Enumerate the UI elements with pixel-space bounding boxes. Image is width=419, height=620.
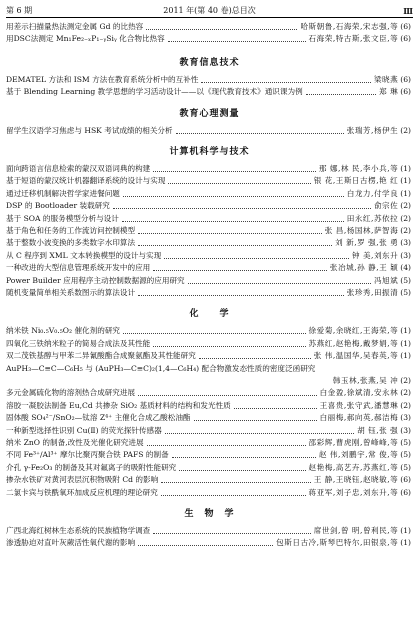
dot-leader xyxy=(161,474,311,483)
toc-entry[interactable] xyxy=(6,225,411,237)
dot-leader xyxy=(176,125,344,134)
entry-issue-number: (3) xyxy=(400,238,411,248)
dot-leader xyxy=(122,213,344,222)
entry-issue-number: (1) xyxy=(400,188,411,198)
entry-authors: 苏燕红,赵艳梅,戴梦娟,等 xyxy=(308,338,399,348)
toc-entry[interactable] xyxy=(6,188,411,200)
toc-entry[interactable] xyxy=(6,175,411,187)
entry-issue-number: (6) xyxy=(400,87,411,97)
entry-title: 基于 Blending Learning 教学思想的学习活动设计——以《现代教育技术》通识课为例 xyxy=(6,87,303,97)
dot-leader xyxy=(306,86,376,95)
dot-leader xyxy=(153,338,305,347)
entry-title: 溶胶一凝胶法制备 Eu,Cd 共掺杂 SiO₂ 基质材料的结构和发光性质 xyxy=(6,400,231,410)
dot-leader xyxy=(165,425,354,434)
entry-title: 留学生汉语学习焦虑与 HSK 考试成绩的相关分析 xyxy=(6,125,173,135)
entry-issue-number: (2) xyxy=(400,388,411,398)
entry-issue-number: (5) xyxy=(400,275,411,285)
entry-authors: 俞宗佐 xyxy=(373,201,399,211)
dot-leader xyxy=(153,525,310,534)
entry-issue-number: (1) xyxy=(400,351,411,361)
entry-authors: 田永红,苏依拉 xyxy=(346,213,399,223)
entry-authors: 银 花,王斯日古楞,艳 红 xyxy=(313,176,399,186)
entry-issue-number: (1) xyxy=(400,164,411,173)
dot-leader xyxy=(138,287,344,296)
entry-title: 面向跨语言信息检索的蒙汉双语词典的构建 xyxy=(6,164,151,173)
entry-title: 用DSC法测定 Mn₁Fe₂₋ₓP₁₋ᵧSiᵧ 化合物比热容 xyxy=(6,34,165,44)
entry-issue-number: (2) xyxy=(400,376,411,385)
toc-entry[interactable] xyxy=(6,125,411,137)
entry-title: 一种改进的大型信息管理系统开发中的应用 xyxy=(6,263,151,273)
entry-authors: 赵 伟,刘鹏宇,常 俊,等 xyxy=(318,450,399,460)
dot-leader xyxy=(194,412,317,421)
entry-authors: 韩玉林,张燕,吴 冲 xyxy=(332,376,399,385)
entry-issue-number: (5) xyxy=(400,438,411,447)
toc-entry[interactable] xyxy=(6,21,411,33)
entry-authors: 白龙力,付学良 xyxy=(346,188,399,198)
dot-leader xyxy=(123,188,344,197)
entry-title: AuPH₃—C≡C—C₆H₅ 与 (AuPH₃—C≡C)₂(1,4—C₆H₄) 配合物激发态性质的密度泛函研究 xyxy=(6,363,316,373)
dot-leader xyxy=(138,537,273,546)
entry-title: 不同 Fe³⁺/Al³⁺ 摩尔比聚丙聚合铁 PAFS 的制备 xyxy=(6,450,169,460)
toc-entry[interactable] xyxy=(6,163,411,175)
section-heading: 教育心理测量 xyxy=(179,108,240,119)
entry-authors: 张瑞芳,杨伊生 xyxy=(346,125,399,135)
toc-entry[interactable] xyxy=(6,437,411,449)
entry-issue-number: (4) xyxy=(400,263,411,273)
entry-issue-number: (2) xyxy=(400,201,411,211)
entry-title: 随机变量简单相关系数图示的算法设计 xyxy=(6,288,136,297)
entry-issue-number: (1) xyxy=(400,526,411,535)
dot-leader xyxy=(147,437,306,446)
entry-issue-number: (6) xyxy=(400,34,411,44)
dot-leader xyxy=(138,225,322,234)
entry-issue-number: (5) xyxy=(400,288,411,297)
dot-leader xyxy=(234,400,317,409)
entry-issue-number: (3) xyxy=(400,250,411,260)
entry-title: DSP 的 Bootloader 装载研究 xyxy=(6,201,110,211)
entry-title: 一种新型选择性识别 Cu(Ⅱ) 的荧光探针传感器 xyxy=(6,425,162,435)
toc-entry[interactable] xyxy=(6,287,411,299)
toc-entry[interactable] xyxy=(6,487,411,499)
entry-authors: 刘 新,罗 强,张 勇 xyxy=(335,238,399,248)
entry-title: 用差示扫描量热法测定金属 Gd 的比热容 xyxy=(6,22,144,31)
toc-entry[interactable] xyxy=(6,375,411,387)
toc-entry[interactable] xyxy=(6,449,411,461)
section-heading: 计算机科学与技术 xyxy=(169,147,250,157)
entry-issue-number: (6) xyxy=(400,475,411,485)
entry-authors: 包斯日古冷,斯琴巴特尔,田银泉,等 xyxy=(276,538,399,548)
entry-issue-number: (2) xyxy=(400,213,411,223)
entry-issue-number: (1) xyxy=(400,176,411,186)
entry-issue-number: (2) xyxy=(400,125,411,135)
toc-entry[interactable] xyxy=(6,400,411,412)
entry-title: 通过迁移机制解决哲学家进餐问题 xyxy=(6,188,120,198)
entry-authors: 白金盈,徐斌清,安永林 xyxy=(319,388,399,398)
entry-title: 从 C 程序到 XML 文本转换模型的设计与实现 xyxy=(6,250,162,260)
entry-authors: 王 静,王晓钰,赵晓敏,等 xyxy=(313,475,399,485)
entry-authors: 胡 钰,张 强 xyxy=(357,425,399,435)
entry-title: 多元金属硫化物的溶剂热合成研究进展 xyxy=(6,388,136,398)
entry-authors: 那 娜,林 民,李小兵,等 xyxy=(318,164,399,173)
dot-leader xyxy=(138,387,316,396)
entry-title: 四氧化三铁纳米粒子的简易合成法及其性能 xyxy=(6,338,151,348)
dot-leader xyxy=(168,33,306,42)
entry-authors: 张珍秀,田振清 xyxy=(346,288,399,297)
dot-leader xyxy=(201,74,371,83)
entry-title: 基于角色和任务的工作流访问控制模型 xyxy=(6,226,136,235)
entry-title: 掺杂水铁矿对黄河表层沉积物吸附 Cd 的影响 xyxy=(6,475,159,485)
entry-title: 固体酸 SO₄²⁻/SnO₂—钛溶 Z⁴⁺ 主催化合成乙酸松油酯 xyxy=(6,413,191,423)
entry-issue-number: (3) xyxy=(400,425,411,435)
entry-title: 渗透胁迫对直叶灰蕨活性氧代谢的影响 xyxy=(6,538,136,548)
entry-authors: 梁晓燕 xyxy=(373,74,399,84)
entry-issue-number: (6) xyxy=(400,74,411,84)
section-heading: 生 物 学 xyxy=(184,509,235,519)
toc-entry[interactable] xyxy=(6,200,411,212)
entry-authors: 邵彩辉,曹虎刚,曾峰峰,等 xyxy=(308,438,399,447)
dot-leader xyxy=(113,200,371,209)
entry-authors: 徐爱菊,余晓红,王海荣,等 xyxy=(308,326,399,336)
entry-title: 纳米铁 Ni₀.₅V₀.₅O₂ 催化剂的研究 xyxy=(6,326,121,336)
entry-authors: 郑 琳 xyxy=(379,87,399,97)
entry-title: 基于 SOA 的服务模型分析与设计 xyxy=(6,213,119,223)
entry-authors: 蒋亚军,刘子忠,刘东升,等 xyxy=(308,487,399,497)
entry-title: 纳米 ZnO 的制备,改性及光催化研究进展 xyxy=(6,438,144,447)
header-title: 2011 年(第 40 卷)总目次 xyxy=(163,6,256,15)
dot-leader xyxy=(161,487,306,496)
entry-issue-number: (2) xyxy=(400,226,411,235)
entry-authors: 钟 美,刘东升 xyxy=(351,250,399,260)
entry-title: 双二茂铁基醇与甲苯二异氰酸酯合成聚氨酯及其性能研究 xyxy=(6,351,196,361)
dot-leader xyxy=(179,462,305,471)
page-header xyxy=(6,5,413,18)
entry-issue-number: (5) xyxy=(400,462,411,472)
toc-entry[interactable] xyxy=(6,474,411,486)
entry-authors: 王喜贵,张守武,潘慧琳 xyxy=(319,400,399,410)
section-heading: 化 学 xyxy=(189,309,230,320)
entry-authors: 赵艳梅,高艺卉,苏燕红,等 xyxy=(308,462,399,472)
entry-title: 介孔 γ-Fe₂O₃ 的制备及其对氟离子的吸附性能研究 xyxy=(6,462,177,472)
toc-entry[interactable] xyxy=(6,425,411,437)
toc-entry[interactable] xyxy=(6,338,411,350)
toc-entry[interactable] xyxy=(6,213,411,225)
dot-leader xyxy=(153,262,327,271)
issue-label: 第 6 期 xyxy=(6,6,33,15)
entry-issue-number: (1) xyxy=(400,538,411,548)
entry-issue-number: (1) xyxy=(400,338,411,348)
entry-issue-number: (3) xyxy=(400,413,411,423)
entry-title: 二氯卡宾与铁酰氧环加成反应机理的理论研究 xyxy=(6,487,158,497)
entry-authors: 冯旭斌 xyxy=(373,275,399,285)
entry-issue-number: (6) xyxy=(400,22,411,31)
toc-entry[interactable] xyxy=(6,525,411,537)
dot-leader xyxy=(199,350,311,359)
dot-leader xyxy=(138,237,332,246)
entry-title: 基于短语的蒙汉统计机器翻译系统的设计与实现 xyxy=(6,176,166,186)
entry-title: 广西北海红树林生态系统的民族植物学调查 xyxy=(6,526,151,535)
toc-entry[interactable] xyxy=(6,363,411,375)
page-number: Ⅲ xyxy=(403,6,413,16)
entry-authors: 石海荣,特古斯,张文臣,等 xyxy=(308,34,399,44)
toc-entry[interactable] xyxy=(6,387,411,399)
toc-entry[interactable] xyxy=(6,275,411,287)
toc-entry[interactable] xyxy=(6,33,411,45)
toc-entry[interactable] xyxy=(6,74,411,86)
entry-authors: 白丽梅,郝向英,郝洁梅 xyxy=(319,413,399,423)
entry-issue-number: (5) xyxy=(400,450,411,460)
dot-leader xyxy=(146,21,297,30)
dot-leader xyxy=(188,275,371,284)
dot-leader xyxy=(123,325,306,334)
toc-entry[interactable] xyxy=(6,325,411,337)
entry-authors: 哈斯朝鲁,石海荣,宋志强,等 xyxy=(300,22,399,31)
entry-authors: 张冶城,孙 静,王 颖 xyxy=(329,263,399,273)
toc-entry[interactable] xyxy=(6,350,411,362)
dot-leader xyxy=(172,449,316,458)
dot-leader xyxy=(164,250,349,259)
entry-issue-number: (1) xyxy=(400,326,411,336)
toc-entry[interactable] xyxy=(6,86,411,98)
entry-authors: 张 伟,温国华,吴春英,等 xyxy=(313,351,399,361)
entry-title: Power Builder 应用程序主动控制数据源的应用研究 xyxy=(6,275,185,285)
toc-entry[interactable] xyxy=(6,537,411,549)
entry-issue-number: (6) xyxy=(400,487,411,497)
toc-entry[interactable] xyxy=(6,412,411,424)
toc-entry[interactable] xyxy=(6,237,411,249)
section-heading: 教育信息技术 xyxy=(179,57,240,68)
dot-leader xyxy=(153,163,316,172)
toc-entry[interactable] xyxy=(6,250,411,262)
toc-entry[interactable] xyxy=(6,262,411,274)
entry-title: 基于整数小波变换的多类数字水印算法 xyxy=(6,238,136,248)
entry-authors: 张 昌,杨国林,萨智海 xyxy=(324,226,399,235)
entry-issue-number: (2) xyxy=(400,400,411,410)
dot-leader xyxy=(168,175,310,184)
toc-entry[interactable] xyxy=(6,462,411,474)
entry-title: DEMATEL 方法和 ISM 方法在教育系统分析中的互补性 xyxy=(6,74,199,84)
entry-authors: 席世剑,曾 明,曾利民,等 xyxy=(313,526,399,535)
